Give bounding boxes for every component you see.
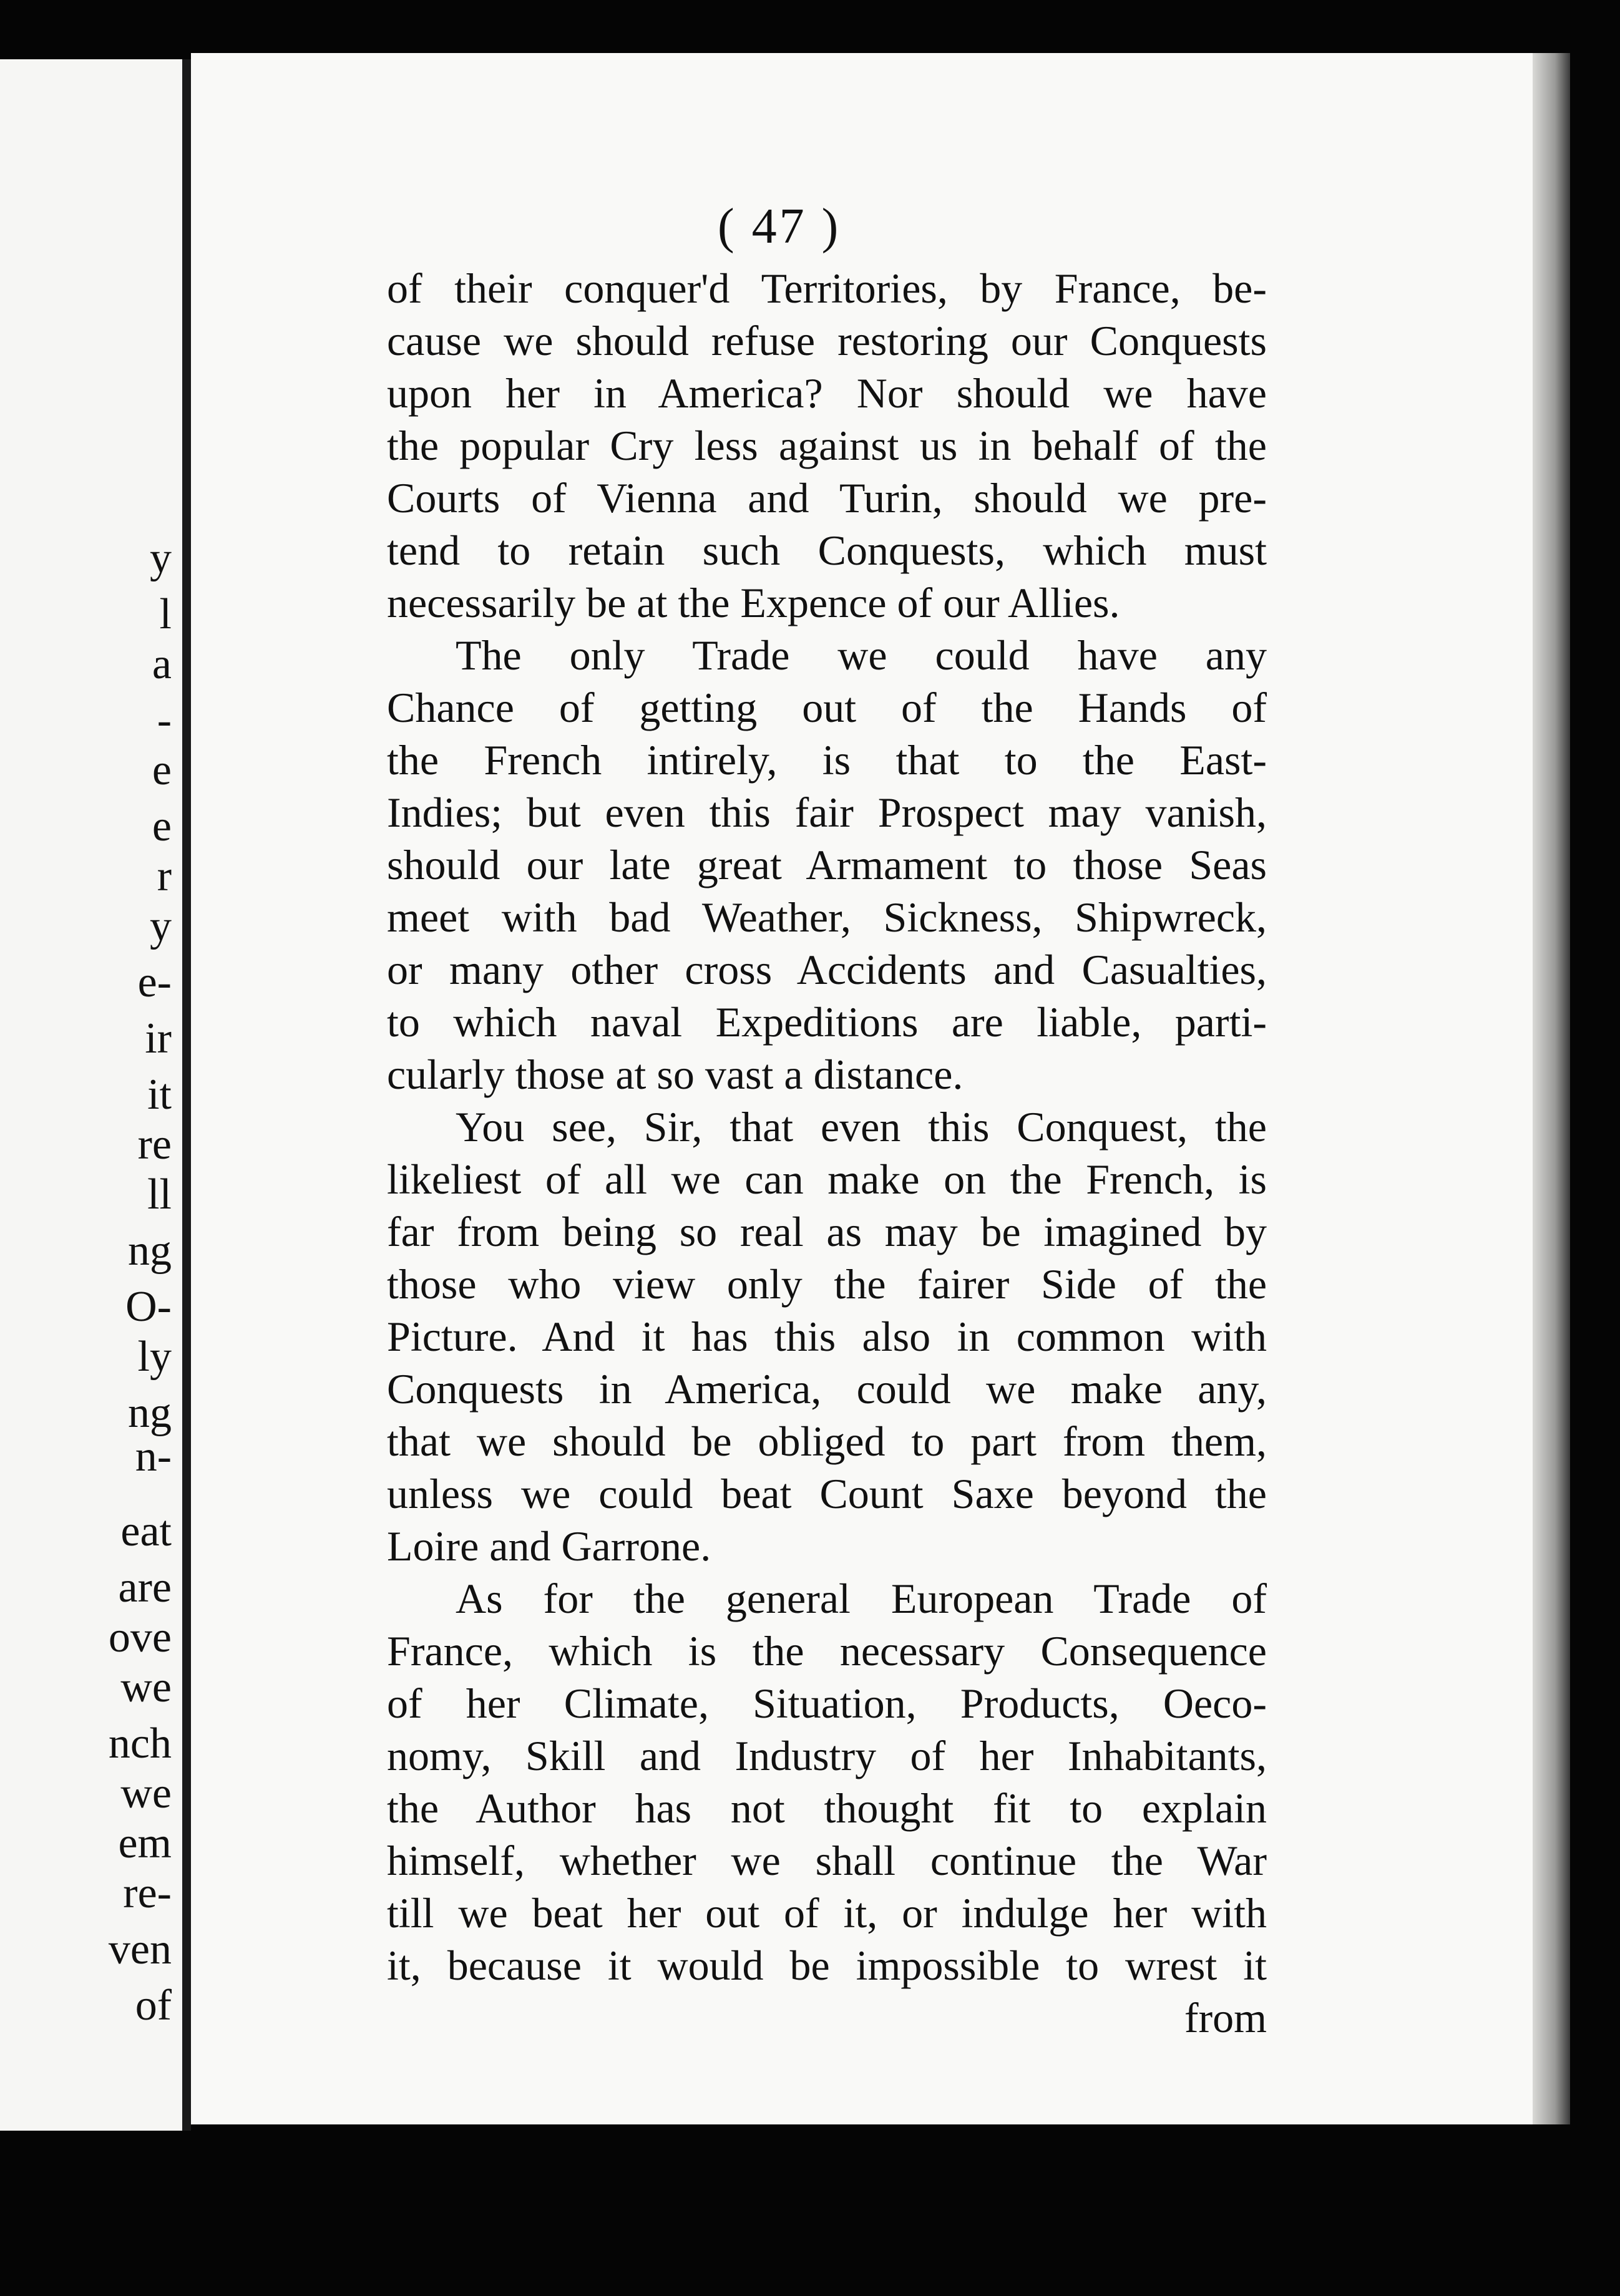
text-line: Loire and Garrone. bbox=[387, 1522, 711, 1570]
left-page-fragment: ll bbox=[147, 1170, 172, 1219]
left-page-fragment: y bbox=[150, 534, 172, 582]
left-page-fragment: ove bbox=[108, 1613, 172, 1661]
text-line: meet with bad Weather, Sickness, Shipwreck, bbox=[387, 893, 1267, 941]
left-page-fragment: re bbox=[137, 1121, 172, 1169]
text-line: the popular Cry less against us in behalf of the bbox=[387, 422, 1267, 469]
left-page-fragment: re- bbox=[123, 1869, 172, 1917]
text-line: Indies; but even this fair Prospect may vanish, bbox=[387, 789, 1267, 836]
text-line: You see, Sir, that even this Conquest, the bbox=[456, 1103, 1267, 1150]
text-line: Picture. And it has this also in common with bbox=[387, 1313, 1267, 1360]
left-page-fragment: ir bbox=[145, 1014, 172, 1063]
text-line: the French intirely, is that to the East- bbox=[387, 736, 1267, 784]
left-page-fragment: it bbox=[147, 1071, 172, 1119]
text-line: cause we should refuse restoring our Conquests bbox=[387, 317, 1267, 364]
text-line: necessarily be at the Expence of our Allies. bbox=[387, 579, 1120, 626]
text-line: or many other cross Accidents and Casualties, bbox=[387, 946, 1267, 993]
text-line: As for the general European Trade of bbox=[456, 1575, 1267, 1622]
body-text bbox=[387, 262, 1267, 2044]
left-page-fragment: l bbox=[159, 590, 172, 638]
left-page-fragment: we bbox=[120, 1769, 172, 1817]
left-page-fragment: of bbox=[135, 1982, 172, 2030]
left-page-fragment: ly bbox=[137, 1333, 172, 1381]
text-line: Courts of Vienna and Turin, should we pre- bbox=[387, 474, 1267, 522]
left-page-fragment: em bbox=[118, 1819, 172, 1867]
left-page-fragment: e bbox=[152, 746, 172, 794]
text-line: Conquests in America, could we make any, bbox=[387, 1365, 1267, 1413]
text-line: the Author has not thought fit to explain bbox=[387, 1784, 1267, 1832]
text-line: far from being so real as may be imagined by bbox=[387, 1208, 1267, 1255]
page-number: ( 47 ) bbox=[718, 199, 841, 254]
left-page-fragment: y bbox=[150, 902, 172, 950]
text-line: it, because it would be impossible to wrest it bbox=[387, 1942, 1267, 1989]
text-line: unless we could beat Count Saxe beyond the bbox=[387, 1470, 1267, 1517]
left-page-fragment: nch bbox=[108, 1720, 172, 1768]
text-line: nomy, Skill and Industry of her Inhabitants, bbox=[387, 1732, 1267, 1779]
text-line: tend to retain such Conquests, which must bbox=[387, 527, 1267, 574]
left-page-fragment: a bbox=[152, 640, 172, 688]
left-page-fragment: are bbox=[118, 1564, 172, 1612]
left-page-fragment: - bbox=[157, 696, 172, 744]
text-line: those who view only the fairer Side of the bbox=[387, 1260, 1267, 1308]
left-page-fragment: n- bbox=[135, 1433, 172, 1481]
left-page-fragment: e bbox=[152, 802, 172, 850]
text-line: of their conquer'd Territories, by France, be- bbox=[387, 265, 1267, 312]
page-edge bbox=[1533, 53, 1570, 2124]
left-page-fragment: eat bbox=[120, 1507, 172, 1555]
text-line: of her Climate, Situation, Products, Oeco- bbox=[387, 1680, 1267, 1727]
left-page-fragment: we bbox=[120, 1663, 172, 1711]
text-line: Chance of getting out of the Hands of bbox=[387, 684, 1267, 731]
text-line: to which naval Expeditions are liable, parti- bbox=[387, 998, 1267, 1046]
text-line: France, which is the necessary Consequence bbox=[387, 1627, 1267, 1675]
text-line: himself, whether we shall continue the War bbox=[387, 1837, 1267, 1884]
text-line: cularly those at so vast a distance. bbox=[387, 1051, 964, 1098]
text-line: should our late great Armament to those Seas bbox=[387, 841, 1267, 888]
left-page-fragment: ven bbox=[108, 1925, 172, 1973]
left-page-fragment: ng bbox=[128, 1389, 172, 1437]
text-line: The only Trade we could have any bbox=[456, 631, 1267, 679]
book-gutter bbox=[182, 59, 191, 2131]
text-line: likeliest of all we can make on the French, is bbox=[387, 1155, 1267, 1203]
left-page-fragment: ng bbox=[128, 1227, 172, 1275]
left-page-fragment: O- bbox=[125, 1283, 172, 1331]
left-page-fragment: e- bbox=[137, 958, 172, 1006]
left-page-fragment: r bbox=[157, 852, 172, 900]
text-line: upon her in America? Nor should we have bbox=[387, 369, 1267, 417]
catchword: from bbox=[1184, 1994, 1267, 2041]
text-line: that we should be obliged to part from them, bbox=[387, 1418, 1267, 1465]
text-line: till we beat her out of it, or indulge her with bbox=[387, 1889, 1267, 1937]
